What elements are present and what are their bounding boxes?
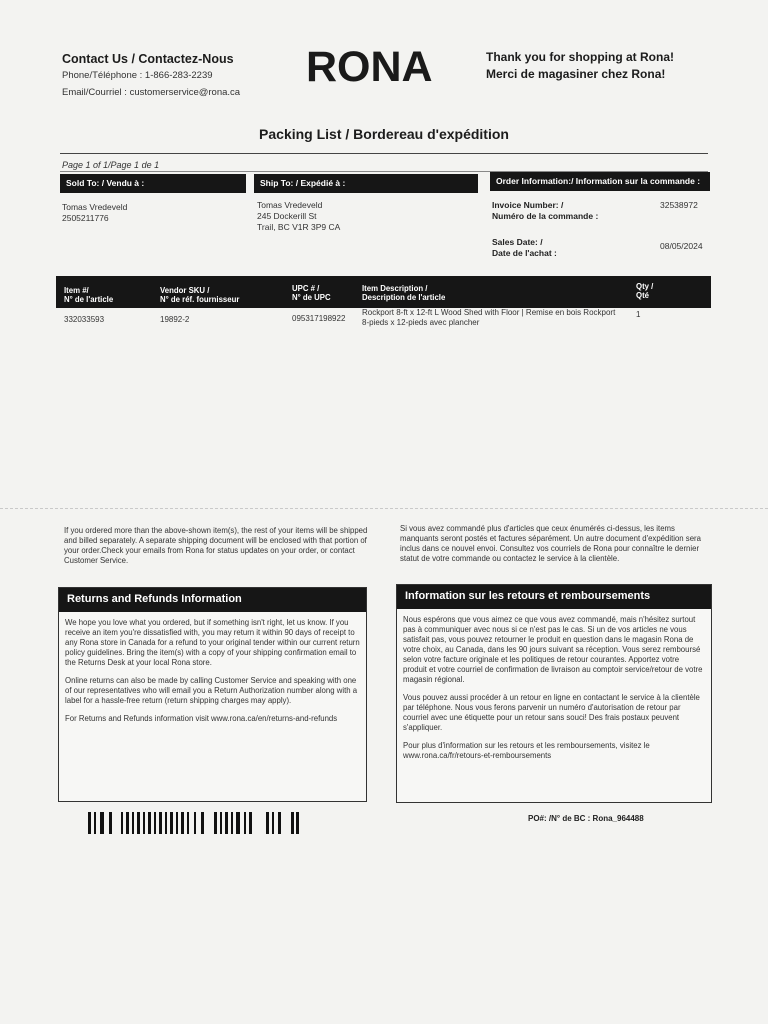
row-desc-2: 8-pieds x 12-pieds avec plancher [362,318,480,327]
ship-to-street: 245 Dockerill St [257,211,317,221]
returns-fr-p3: Pour plus d'information sur les retours et les remboursements, visitez le www.rona.ca/fr/retours-et-remboursements [403,741,650,760]
date-label-en: Sales Date: / [492,237,543,247]
page-info: Page 1 of 1/Page 1 de 1 [62,160,160,170]
returns-title-fr: Information sur les retours et remboursements [397,585,711,609]
returns-fr-p1: Nous espérons que vous aimez ce que vous avez commandé, mais n'hésitez surtout pas à communiquer avec nous si ce n'est pas le cas. Si un de vos articles ne vous satisfait pas, vous pouvez retourner le produit en question dans le magasin Rona de votre choix, au Canada, dans les 90 jours suivant sa réception. Vous serez remboursé selon votre facture originale et les politiques de retour courantes. Apportez votre produit et votre courriel de confirmation de livraison au comptoir service/retour de votre magasin régional. [403,615,703,684]
col-upc-en: UPC # / [292,284,320,293]
row-sku: 19892-2 [160,315,190,324]
contact-phone: Phone/Téléphone : 1-866-283-2239 [62,70,213,81]
page-title: Packing List / Bordereau d'expédition [259,126,509,142]
returns-en-p3: For Returns and Refunds information visit www.rona.ca/en/returns-and-refunds [65,714,338,723]
returns-en-p1: We hope you love what you ordered, but if something isn't right, let us know. If you receive an item you're dissatisfied with, you may return it within 90 days of receipt to any Rona store in Canada for a refund to your original tender within our current return policy guidelines. Bring the item(s) with a copy of your shipping confirmation email to the Returns Desk at your local Rona store. [65,618,360,667]
returns-title-en: Returns and Refunds Information [59,588,366,612]
sold-to-header: Sold To: / Vendu à : [60,174,246,193]
returns-box-fr [396,584,712,803]
row-upc: 095317198922 [292,314,346,323]
ship-to-city: Trail, BC V1R 3P9 CA [257,222,341,232]
note-en: If you ordered more than the above-shown item(s), the rest of your items will be shipped and billed separately. A separate shipping document will be enclosed with that portion of your order.Check your emails from Rona for status updates on your order, or contact Customer Service. [64,526,368,565]
contact-title: Contact Us / Contactez-Nous [62,52,234,66]
date-label-fr: Date de l'achat : [492,248,557,258]
row-desc-1: Rockport 8-ft x 12-ft L Wood Shed with Floor | Remise en bois Rockport [362,308,616,317]
title-rule [60,153,708,154]
ship-to-header: Ship To: / Expédié à : [254,174,478,193]
contact-email: Email/Courriel : customerservice@rona.ca [62,87,241,98]
returns-box-en [58,587,367,802]
row-item: 332033593 [64,315,105,324]
order-info-header: Order Information:/ Information sur la commande : [490,172,710,191]
ship-to-name: Tomas Vredeveld [257,200,323,210]
col-desc-en: Item Description / [362,284,428,293]
date-value: 08/05/2024 [660,241,703,251]
table-row [56,308,711,332]
po-number: PO#: /N° de BC : Rona_964488 [528,814,644,823]
col-qty-en: Qty / [636,282,654,291]
invoice-label-en: Invoice Number: / [492,200,564,210]
col-sku-en: Vendor SKU / [160,286,210,295]
invoice-value: 32538972 [660,200,698,210]
thanks-fr: Merci de magasiner chez Rona! [486,67,666,81]
barcode [88,812,300,834]
sold-to-phone: 2505211776 [62,213,109,223]
returns-fr-p2: Vous pouvez aussi procéder à un retour en ligne en contactant le service à la clientèle par téléphone. Nous vous ferons parvenir un numéro d'autorisation de retour par courriel avec une étiquette pour un retour sans souci! Des frais postaux peuvent s'appliquer. [403,693,700,732]
thanks-en: Thank you for shopping at Rona! [486,50,674,64]
invoice-label-fr: Numéro de la commande : [492,211,599,221]
items-table-header [56,276,711,308]
returns-en-p2: Online returns can also be made by calling Customer Service and speaking with one of our representatives who will email you a Return Authorization number along with a label for a hassle-free return (return shipping charges may apply). [65,676,358,705]
col-upc-fr: N° de UPC [292,293,331,302]
fold-line [0,508,768,509]
logo-text: RONA [306,46,433,86]
row-qty: 1 [636,310,641,319]
col-item-en: Item #/ [64,286,89,295]
col-desc-fr: Description de l'article [362,293,446,302]
rona-logo [306,46,466,86]
col-qty-fr: Qté [636,291,649,300]
sold-to-name: Tomas Vredeveld [62,202,128,212]
col-sku-fr: N° de réf. fournisseur [160,295,240,304]
col-item-fr: N° de l'article [64,295,114,304]
note-fr: Si vous avez commandé plus d'articles que ceux énumérés ci-dessus, les items manquants seront postés et factures séparément. Un autre document d'expédition sera inclus dans ce nouvel envoi. Consultez vos courriels de Rona pour connaître le dernier statut de votre commande ou contactez le service à la clientèle. [400,524,701,563]
